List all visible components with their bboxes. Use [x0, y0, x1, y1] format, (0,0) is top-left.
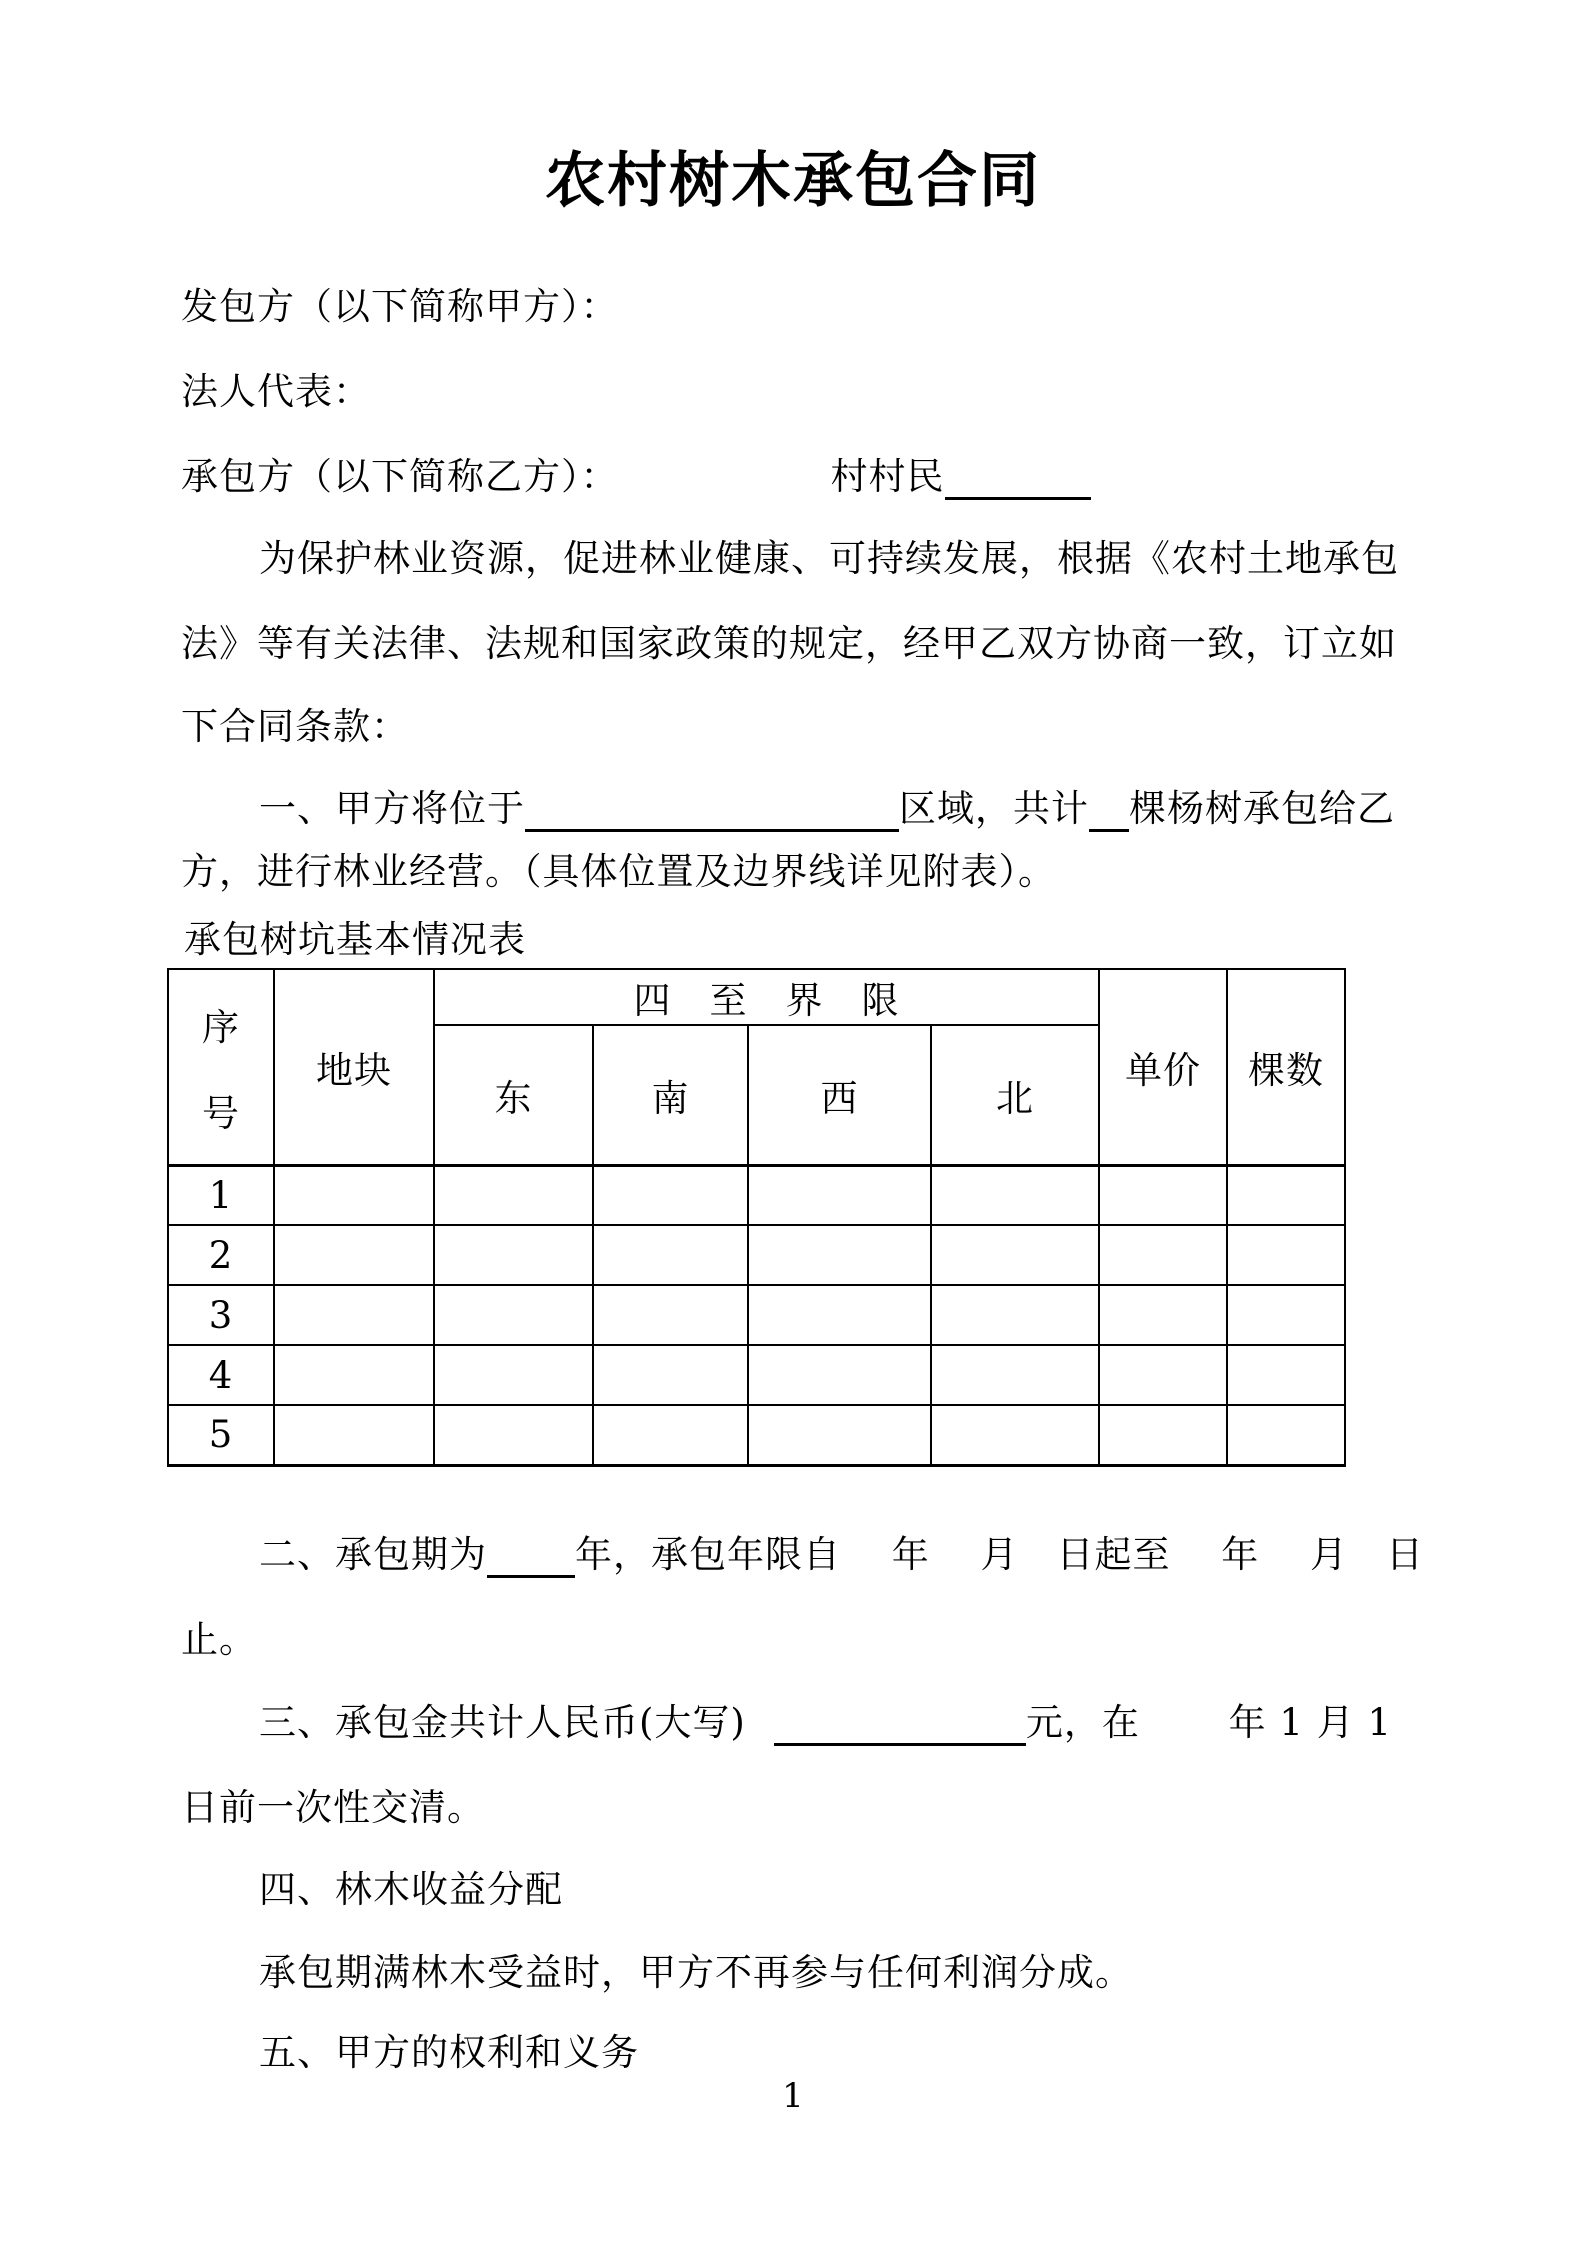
table-cell-empty	[748, 1285, 931, 1345]
clause1-prefix: 一、甲方将位于	[259, 787, 525, 830]
column-header-plot: 地块	[274, 969, 434, 1165]
table-cell-empty	[434, 1345, 593, 1405]
clause1-count-blank-underline	[1089, 789, 1129, 832]
table-cell-empty	[274, 1225, 434, 1285]
table-caption: 承包树坑基本情况表	[184, 918, 526, 961]
clause3-line-1	[259, 1700, 1392, 1746]
table-cell-empty	[931, 1225, 1099, 1285]
table-cell-empty	[274, 1165, 434, 1225]
party-a-line: 发包方（以下简称甲方）：	[181, 285, 619, 328]
seq-header-char-1: 序	[202, 1005, 240, 1049]
column-header-seq	[168, 969, 274, 1165]
tree-pit-info-table	[167, 968, 1346, 1467]
clause2-suffix: 年，承包年限自 年 月 日起至 年 月 日	[575, 1533, 1425, 1576]
table-cell-empty	[434, 1285, 593, 1345]
table-cell-empty	[434, 1405, 593, 1465]
column-header-north: 北	[931, 1025, 1099, 1165]
clause5-heading: 五、甲方的权利和义务	[259, 2031, 639, 2074]
table-cell-empty	[1227, 1345, 1345, 1405]
column-header-east: 东	[434, 1025, 593, 1165]
party-b-gap	[619, 488, 831, 489]
row-number-cell: 2	[168, 1225, 274, 1285]
table-cell-empty	[1227, 1165, 1345, 1225]
column-header-unit-price: 单价	[1099, 969, 1227, 1165]
clause1-line-2: 方，进行林业经营。（具体位置及边界线详见附表）。	[181, 850, 1056, 893]
table-cell-empty	[1227, 1225, 1345, 1285]
table-cell-empty	[434, 1165, 593, 1225]
table-cell-empty	[748, 1165, 931, 1225]
clause2-prefix: 二、承包期为	[259, 1533, 487, 1576]
table-cell-empty	[1099, 1285, 1227, 1345]
seq-header-stack	[169, 997, 273, 1137]
party-b-blank-underline	[945, 457, 1091, 500]
clause3-amount-blank-underline	[774, 1703, 1026, 1746]
table-row-1	[168, 1165, 1345, 1225]
row-number-cell: 4	[168, 1345, 274, 1405]
clause1-area-blank-underline	[525, 789, 899, 832]
clause1-line-1	[259, 786, 1395, 832]
party-b-label: 承包方（以下简称乙方）：	[181, 455, 619, 498]
table-cell-empty	[1099, 1405, 1227, 1465]
row-number-cell: 1	[168, 1165, 274, 1225]
table-cell-empty	[593, 1165, 748, 1225]
party-b-village-text: 村村民	[830, 455, 945, 498]
table-cell-empty	[1099, 1225, 1227, 1285]
clause2-line-2: 止。	[181, 1618, 257, 1661]
table-cell-empty	[931, 1405, 1099, 1465]
row-number-cell: 3	[168, 1285, 274, 1345]
clause3-prefix: 三、承包金共计人民币(大写)	[259, 1701, 746, 1744]
table-cell-empty	[1099, 1165, 1227, 1225]
table-cell-empty	[274, 1405, 434, 1465]
clause4-body: 承包期满林木受益时，甲方不再参与任何利润分成。	[259, 1951, 1133, 1994]
table-cell-empty	[931, 1285, 1099, 1345]
table-cell-empty	[1099, 1345, 1227, 1405]
preamble-line-2: 法》等有关法律、法规和国家政策的规定，经甲乙双方协商一致，订立如	[181, 622, 1397, 665]
page-number: 1	[782, 2076, 804, 2116]
table-cell-empty	[931, 1165, 1099, 1225]
table-cell-empty	[593, 1285, 748, 1345]
clause3-suffix: 元，在 年 1 月 1	[1025, 1701, 1393, 1744]
column-header-west: 西	[748, 1025, 931, 1165]
table-row-5	[168, 1405, 1345, 1465]
clause4-heading: 四、林木收益分配	[259, 1868, 563, 1911]
table-cell-empty	[748, 1405, 931, 1465]
table-cell-empty	[593, 1225, 748, 1285]
document-title: 农村树木承包合同	[545, 146, 1041, 216]
legal-rep-line: 法人代表：	[181, 370, 371, 413]
row-number-cell: 5	[168, 1405, 274, 1465]
clause1-suffix: 棵杨树承包给乙	[1129, 787, 1395, 830]
clause2-line-1	[259, 1532, 1424, 1578]
column-header-tree-count: 棵数	[1227, 969, 1345, 1165]
table-cell-empty	[1227, 1405, 1345, 1465]
preamble-line-1: 为保护林业资源，促进林业健康、可持续发展，根据《农村土地承包	[259, 537, 1399, 580]
preamble-line-3: 下合同条款：	[181, 705, 409, 748]
table-cell-empty	[274, 1285, 434, 1345]
seq-header-char-2: 号	[202, 1091, 240, 1135]
clause3-line-2: 日前一次性交清。	[181, 1786, 485, 1829]
table-cell-empty	[593, 1345, 748, 1405]
table-cell-empty	[1227, 1285, 1345, 1345]
clause2-years-blank-underline	[487, 1535, 575, 1578]
table-cell-empty	[274, 1345, 434, 1405]
column-header-boundaries: 四 至 界 限	[434, 969, 1099, 1025]
table-cell-empty	[748, 1225, 931, 1285]
table-row-4	[168, 1345, 1345, 1405]
column-header-south: 南	[593, 1025, 748, 1165]
table-cell-empty	[748, 1345, 931, 1405]
table-row-3	[168, 1285, 1345, 1345]
table-row-2	[168, 1225, 1345, 1285]
table-cell-empty	[593, 1405, 748, 1465]
table-cell-empty	[931, 1345, 1099, 1405]
party-b-line	[181, 454, 1091, 500]
table-cell-empty	[434, 1225, 593, 1285]
clause1-mid: 区域，共计	[899, 787, 1089, 830]
